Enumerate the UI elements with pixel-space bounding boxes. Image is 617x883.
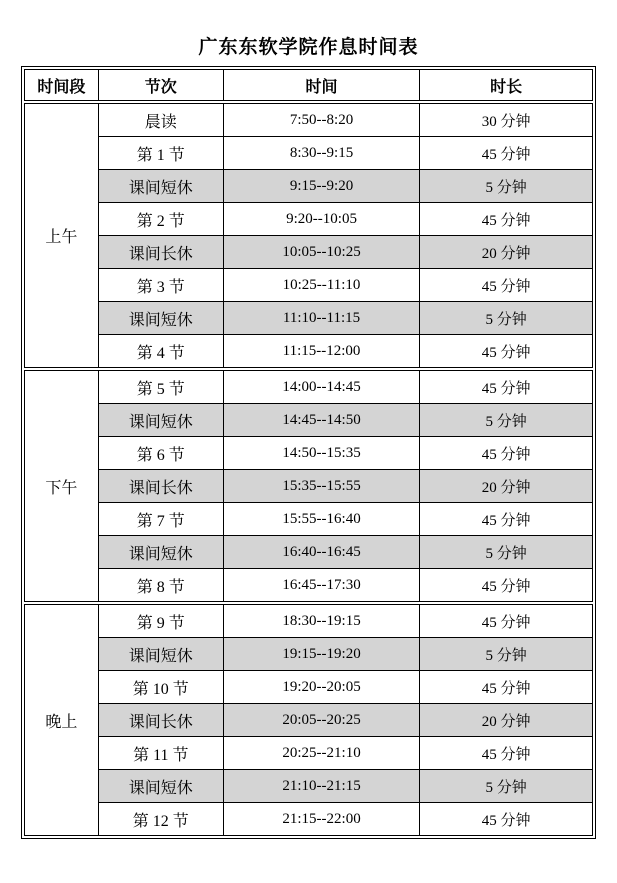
session-cell: 课间短休 — [98, 638, 223, 671]
time-cell: 18:30--19:15 — [223, 605, 420, 638]
time-cell: 9:20--10:05 — [223, 203, 420, 236]
table-row — [25, 671, 593, 704]
session-cell: 第 4 节 — [98, 335, 223, 368]
session-cell: 课间长休 — [98, 236, 223, 269]
time-cell: 9:15--9:20 — [223, 170, 420, 203]
session-cell: 第 8 节 — [98, 569, 223, 602]
time-cell: 7:50--8:20 — [223, 104, 420, 137]
table-row — [25, 737, 593, 770]
duration-cell: 45 分钟 — [420, 203, 593, 236]
table-row-break — [25, 170, 593, 203]
duration-cell: 20 分钟 — [420, 236, 593, 269]
table-row — [25, 203, 593, 236]
time-cell: 19:20--20:05 — [223, 671, 420, 704]
duration-cell: 45 分钟 — [420, 569, 593, 602]
table-row — [25, 335, 593, 368]
session-cell: 第 2 节 — [98, 203, 223, 236]
section-morning — [24, 103, 593, 368]
table-row-break — [25, 236, 593, 269]
duration-cell: 5 分钟 — [420, 170, 593, 203]
session-cell: 课间短休 — [98, 170, 223, 203]
duration-cell: 45 分钟 — [420, 503, 593, 536]
duration-cell: 45 分钟 — [420, 437, 593, 470]
table-row — [25, 803, 593, 836]
duration-cell: 5 分钟 — [420, 404, 593, 437]
time-cell: 14:00--14:45 — [223, 371, 420, 404]
duration-cell: 5 分钟 — [420, 302, 593, 335]
duration-cell: 45 分钟 — [420, 335, 593, 368]
table-row — [25, 569, 593, 602]
time-cell: 21:15--22:00 — [223, 803, 420, 836]
time-cell: 15:55--16:40 — [223, 503, 420, 536]
session-cell: 课间短休 — [98, 536, 223, 569]
table-row — [25, 269, 593, 302]
session-cell: 第 3 节 — [98, 269, 223, 302]
session-cell: 课间短休 — [98, 404, 223, 437]
duration-cell: 45 分钟 — [420, 605, 593, 638]
duration-cell: 5 分钟 — [420, 536, 593, 569]
time-cell: 15:35--15:55 — [223, 470, 420, 503]
session-cell: 第 5 节 — [98, 371, 223, 404]
duration-cell: 30 分钟 — [420, 104, 593, 137]
table-row-break — [25, 638, 593, 671]
duration-cell: 5 分钟 — [420, 770, 593, 803]
header-duration: 时长 — [420, 70, 593, 101]
duration-cell: 45 分钟 — [420, 137, 593, 170]
session-cell: 第 10 节 — [98, 671, 223, 704]
session-cell: 第 9 节 — [98, 605, 223, 638]
header-session: 节次 — [98, 70, 223, 101]
time-cell: 14:45--14:50 — [223, 404, 420, 437]
session-cell: 第 7 节 — [98, 503, 223, 536]
session-cell: 课间长休 — [98, 470, 223, 503]
table-row — [25, 437, 593, 470]
time-cell: 10:25--11:10 — [223, 269, 420, 302]
table-row-break — [25, 536, 593, 569]
duration-cell: 5 分钟 — [420, 638, 593, 671]
table-row-break — [25, 404, 593, 437]
time-cell: 11:10--11:15 — [223, 302, 420, 335]
section-afternoon — [24, 370, 593, 602]
session-cell: 晨读 — [98, 104, 223, 137]
time-cell: 16:45--17:30 — [223, 569, 420, 602]
duration-cell: 45 分钟 — [420, 269, 593, 302]
duration-cell: 20 分钟 — [420, 704, 593, 737]
table-row — [25, 371, 593, 404]
table-row-break — [25, 704, 593, 737]
section-evening — [24, 604, 593, 836]
table-row-break — [25, 770, 593, 803]
session-cell: 第 11 节 — [98, 737, 223, 770]
session-cell: 课间短休 — [98, 770, 223, 803]
header-period: 时间段 — [25, 70, 99, 101]
page-title: 广东东软学院作息时间表 — [198, 37, 419, 58]
duration-cell: 20 分钟 — [420, 470, 593, 503]
schedule-header — [24, 69, 593, 101]
duration-cell: 45 分钟 — [420, 803, 593, 836]
header-time: 时间 — [223, 70, 420, 101]
schedule-table — [21, 66, 596, 839]
table-row-break — [25, 470, 593, 503]
time-cell: 10:05--10:25 — [223, 236, 420, 269]
period-label-morning: 上午 — [25, 104, 99, 368]
table-row — [25, 503, 593, 536]
time-cell: 16:40--16:45 — [223, 536, 420, 569]
time-cell: 11:15--12:00 — [223, 335, 420, 368]
session-cell: 第 1 节 — [98, 137, 223, 170]
duration-cell: 45 分钟 — [420, 671, 593, 704]
table-row — [25, 137, 593, 170]
table-row — [25, 104, 593, 137]
session-cell: 课间长休 — [98, 704, 223, 737]
time-cell: 14:50--15:35 — [223, 437, 420, 470]
time-cell: 8:30--9:15 — [223, 137, 420, 170]
table-row — [25, 605, 593, 638]
session-cell: 课间短休 — [98, 302, 223, 335]
period-label-evening: 晚上 — [25, 605, 99, 836]
time-cell: 19:15--19:20 — [223, 638, 420, 671]
time-cell: 20:25--21:10 — [223, 737, 420, 770]
session-cell: 第 12 节 — [98, 803, 223, 836]
duration-cell: 45 分钟 — [420, 737, 593, 770]
session-cell: 第 6 节 — [98, 437, 223, 470]
period-label-afternoon: 下午 — [25, 371, 99, 602]
header-row — [25, 70, 593, 101]
time-cell: 21:10--21:15 — [223, 770, 420, 803]
time-cell: 20:05--20:25 — [223, 704, 420, 737]
table-row-break — [25, 302, 593, 335]
duration-cell: 45 分钟 — [420, 371, 593, 404]
